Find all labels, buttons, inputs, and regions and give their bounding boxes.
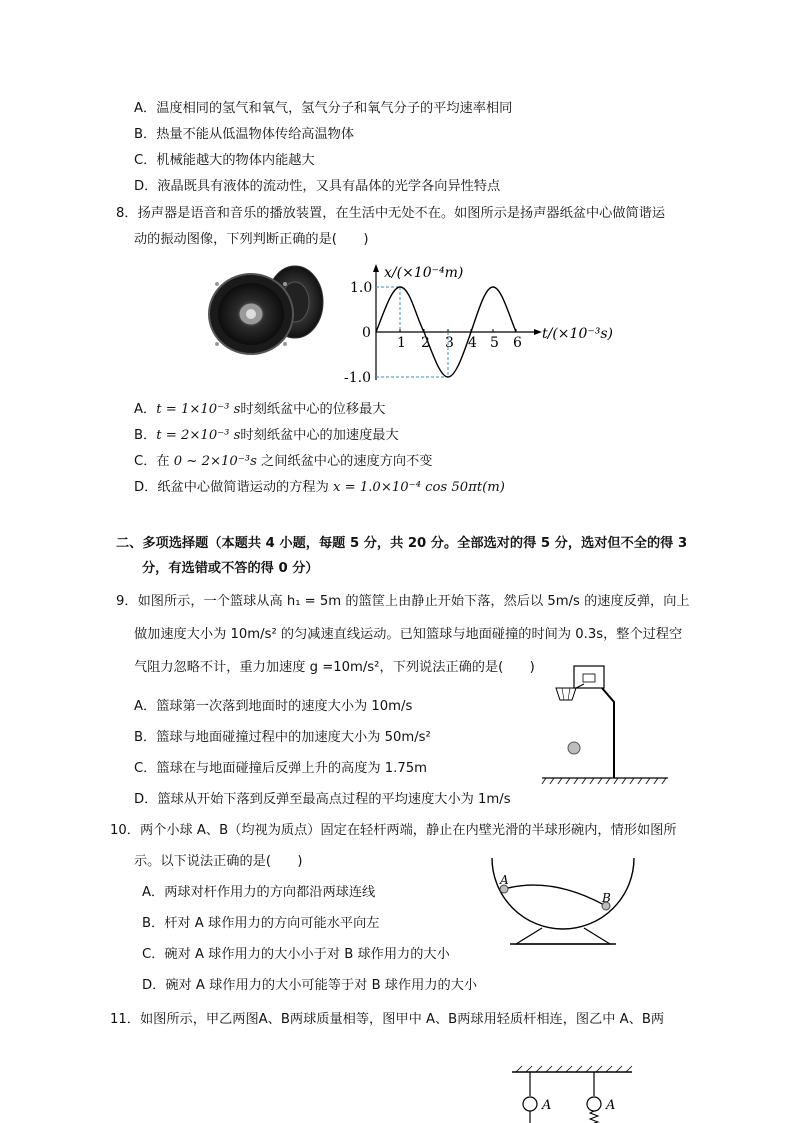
q11-stem-line1: 11．如图所示，甲乙两图A、B两球质量相等，图甲中 A、B两球用轻质杆相连，图乙中 A、B两: [110, 1012, 665, 1027]
q10-option-c: C．碗对 A 球作用力的大小小于对 B 球作用力的大小: [142, 947, 450, 962]
q9-option-b: B．篮球与地面碰撞过程中的加速度大小为 50m/s²: [134, 730, 431, 745]
q7-option-c: C．机械能越大的物体内能越大: [134, 153, 315, 168]
q8-option-d: D．纸盆中心做简谐运动的方程为 x = 1.0×10⁻⁴ cos 50πt(m): [134, 480, 505, 495]
y-tick-1: 1.0: [350, 280, 373, 296]
x-axis-label: t/(×10⁻³s): [542, 326, 613, 342]
q8-option-c: C．在 0 ~ 2×10⁻³s 之间纸盆中心的速度方向不变: [134, 454, 433, 469]
hanging-balls-figure: [508, 1064, 638, 1123]
x-tick-3: 3: [445, 335, 454, 351]
q9-option-a: A．篮球第一次落到地面时的速度大小为 10m/s: [134, 699, 413, 714]
q8-stem-line1: 8．扬声器是语音和音乐的播放装置，在生活中无处不在。如图所示是扬声器纸盆中心做简谐运: [116, 206, 666, 221]
q9-stem-line3: 气阻力忽略不计，重力加速度 g =10m/s²，下列说法正确的是( ): [134, 660, 535, 675]
q10-stem-line2: 示。以下说法正确的是( ): [134, 854, 303, 869]
q7-option-a: A．温度相同的氢气和氧气，氢气分子和氧气分子的平均速率相同: [134, 101, 513, 116]
q10-option-b: B．杆对 A 球作用力的方向可能水平向左: [142, 916, 380, 931]
basketball-hoop-figure: [540, 662, 680, 787]
q10-option-d: D．碗对 A 球作用力的大小可能等于对 B 球作用力的大小: [142, 978, 478, 993]
q10-option-a: A．两球对杆作用力的方向都沿两球连线: [142, 885, 376, 900]
q9-stem-line1: 9．如图所示，一个篮球从高 h₁ = 5m 的篮筐上由静止开始下落，然后以 5m/s 的速度反弹，向上: [116, 594, 690, 609]
right-ball-a: [587, 1097, 601, 1111]
q8-option-a: A．t = 1×10⁻³ s时刻纸盆中心的位移最大: [134, 402, 386, 417]
section2-heading-line2: 分，有选错或不答的得 0 分）: [142, 561, 319, 576]
q7-option-b: B．热量不能从低温物体传给高温物体: [134, 127, 355, 142]
hemisphere-bowl-figure: [488, 856, 638, 948]
q9-option-c: C．篮球在与地面碰撞后反弹上升的高度为 1.75m: [134, 761, 427, 776]
label-a: A: [500, 873, 509, 887]
y-tick-neg1: -1.0: [344, 370, 371, 386]
q10-stem-line1: 10．两个小球 A、B（均视为质点）固定在轻杆两端，静止在内壁光滑的半球形碗内，情形如图所: [110, 823, 677, 838]
q8-option-b: B．t = 2×10⁻³ s时刻纸盆中心的加速度最大: [134, 428, 399, 443]
q9-stem-line2: 做加速度大小为 10m/s² 的匀减速直线运动。已知篮球与地面碰撞的时间为 0.3s，整个过程空: [134, 627, 683, 642]
y-axis-label: x/(×10⁻⁴m): [384, 265, 464, 281]
q7-option-d: D．液晶既具有液体的流动性，又具有晶体的光学各向异性特点: [134, 179, 501, 194]
q8-stem-line2: 动的振动图像，下列判断正确的是( ): [134, 232, 369, 247]
q9-option-d: D．篮球从开始下落到反弹至最高点过程的平均速度大小为 1m/s: [134, 792, 511, 807]
section2-heading-line1: 二、多项选择题（本题共 4 小题，每题 5 分，共 20 分。全部选对的得 5 分，选对但不全的得 3: [116, 536, 688, 551]
label-b: B: [602, 891, 611, 905]
x-tick-5: 5: [490, 335, 499, 351]
svg-text:A: A: [542, 1098, 552, 1113]
x-tick-4: 4: [468, 335, 477, 351]
x-tick-2: 2: [421, 335, 430, 351]
svg-text:A: A: [606, 1098, 616, 1113]
basketball: [568, 742, 580, 754]
rod: [504, 885, 606, 906]
left-ball-a: [523, 1097, 537, 1111]
x-tick-1: 1: [397, 335, 406, 351]
bowl: [492, 858, 634, 929]
y-tick-0: 0: [362, 325, 371, 341]
x-tick-6: 6: [513, 335, 522, 351]
speaker-image: [205, 262, 330, 357]
vibration-graph: [340, 262, 620, 387]
